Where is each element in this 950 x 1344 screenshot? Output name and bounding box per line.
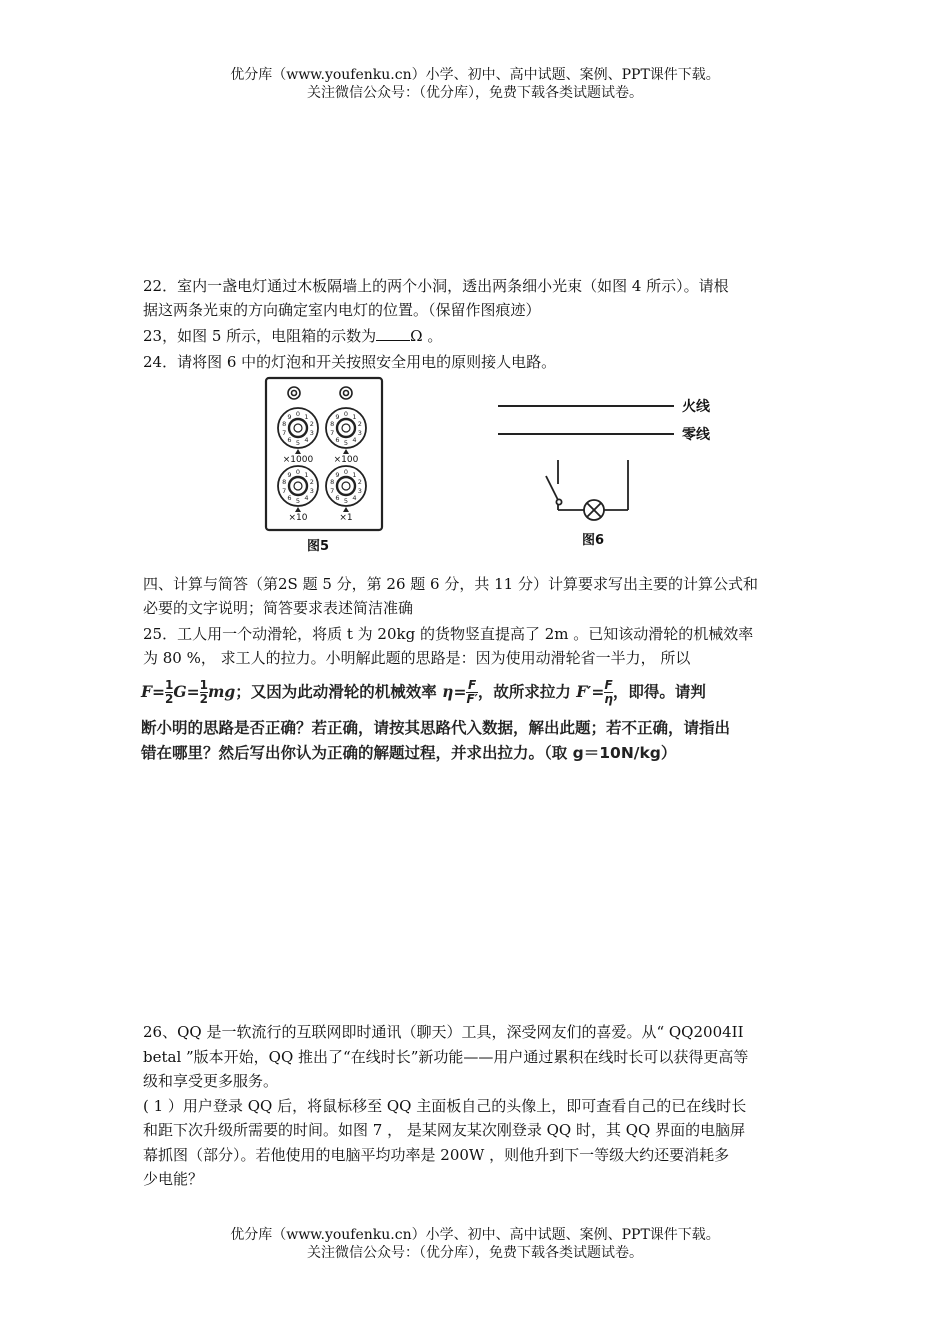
dial-digit: 9 — [287, 470, 292, 479]
q22-line-1: 22．室内一盏电灯通过木板隔墙上的两个小洞，透出两条细小光束（如图 4 所示）。请根 — [143, 277, 729, 295]
footer-line-2: 关注微信公众号：（优分库），免费下载各类试题试卷。 — [307, 1245, 643, 1261]
dial-digit: 2 — [309, 478, 314, 486]
dial-label-x1000: ×1000 — [282, 455, 314, 465]
switch-and-lamp-branch — [546, 460, 628, 520]
dial-digit: 6 — [287, 494, 292, 503]
q26-line-2: betal ”版本开始，QQ 推出了“在线时长”新功能——用户通过累积在线时长可以获得更高等 — [143, 1047, 749, 1066]
q23-prefix: 23，如图 5 所示，电阻箱的示数为 — [143, 327, 377, 345]
page-footer — [0, 1226, 950, 1262]
dial-digit: 6 — [335, 436, 340, 445]
q26-line-6: 幕抓图（部分）。若他使用的电脑平均功率是 200W ，则他升到下一等级大约还要消耗多 — [143, 1145, 730, 1164]
dial-digit: 5 — [343, 439, 349, 447]
question-25 — [143, 622, 818, 670]
q25-line-2: 为 80 %， 求工人的拉力。小明解此题的思路是：因为使用动滑轮省一半力， 所以 — [143, 649, 691, 667]
question-26 — [143, 1020, 818, 1192]
dial-digit: 5 — [295, 439, 301, 447]
dial-label-x1: ×1 — [339, 513, 353, 523]
dial-digit: 7 — [282, 429, 287, 437]
figure-6-circuit — [492, 390, 732, 556]
q24-text: 24．请将图 6 中的灯泡和开关按照安全用电的原则接人电路。 — [143, 353, 557, 371]
dial-digit: 2 — [357, 478, 362, 486]
dial-digit: 1 — [304, 470, 309, 479]
q25-line-4: 断小明的思路是否正确？若正确，请按其思路代入数据，解出此题；若不正确，请指出 — [141, 719, 731, 737]
q25-formula-end: ，即得。请判 — [612, 683, 706, 701]
dial-digit: 4 — [304, 494, 309, 503]
dial-digit: 5 — [343, 497, 349, 505]
figure-6-caption: 图6 — [581, 533, 605, 548]
dial-digit: 8 — [330, 420, 335, 428]
q22-line-2: 据这两条光束的方向确定室内电灯的位置。（保留作图痕迹） — [143, 301, 541, 319]
header-line-1: 优分库（www.youfenku.cn）小学、初中、高中试题、案例、PPT课件下载。 — [230, 67, 720, 83]
dial-label-x10: ×10 — [288, 513, 308, 523]
section-4-heading — [143, 572, 818, 620]
figure-5-caption: 图5 — [306, 539, 330, 554]
switch-contact — [556, 499, 561, 504]
dial-digit: 1 — [304, 412, 309, 421]
q26-line-1: 26、QQ 是一软流行的互联网即时通讯（聊天）工具，深受网友们的喜爱。从“ QQ2004II — [143, 1023, 744, 1041]
neutral-wire-label: 零线 — [682, 427, 710, 443]
q25-formula-mid: ；又因为此动滑轮的机械效率 — [235, 683, 437, 701]
dial-digit: 6 — [335, 494, 340, 503]
q25-formula-line: F= $\frac{1}{2}$ G= $\frac{1}{2}$ mg；又因为此动滑轮的机械效率 η= $\frac{F}{F'}$ ，故所求拉力 F′= $\frac{F}{\eta}$ ，即得。请判 — [141, 678, 706, 706]
dial-digit: 9 — [287, 412, 292, 421]
q25-bold-lines — [141, 716, 821, 766]
dial-digit: 1 — [352, 470, 357, 479]
q25-line-1: 25．工人用一个动滑轮，将质 t 为 20kg 的货物竖直提高了 2m 。已知该动滑轮的机械效率 — [143, 625, 754, 643]
dial-digit: 3 — [357, 429, 362, 437]
resistance-box-panel — [266, 378, 382, 530]
question-24 — [143, 350, 818, 374]
dial-digit: 0 — [295, 468, 301, 476]
dial-digit: 3 — [309, 429, 314, 437]
dial-digit: 8 — [330, 478, 335, 486]
dial-digit: 9 — [335, 412, 340, 421]
answer-blank — [376, 326, 410, 341]
dial-digit: 6 — [287, 436, 292, 445]
dial-digit: 7 — [330, 429, 335, 437]
dial-digit: 7 — [330, 487, 335, 495]
dial-digit: 2 — [357, 420, 362, 428]
section4-line-2: 必要的文字说明；简答要求表述简洁准确 — [143, 599, 414, 617]
section4-line-1: 四、计算与简答（第2S 题 5 分，第 26 题 6 分，共 11 分）计算要求写出主要的计算公式和 — [143, 575, 758, 593]
switch-blade — [546, 476, 558, 500]
dial-digit: 4 — [304, 436, 309, 445]
dial-digit: 9 — [335, 470, 340, 479]
q25-line-5: 错在哪里？然后写出你认为正确的解题过程，并求出拉力。（取 g＝10N/kg） — [141, 744, 677, 762]
dial-digit: 8 — [282, 478, 287, 486]
page-header — [0, 66, 950, 102]
q23-suffix: Ω 。 — [410, 327, 443, 345]
dial-digit: 7 — [282, 487, 287, 495]
dial-digit: 4 — [352, 436, 357, 445]
question-23 — [143, 324, 818, 348]
q26-line-5: 和距下次升级所需要的时间。如图 7 ， 是某网友某次刚登录 QQ 时，其 QQ 界面的电脑屏 — [143, 1121, 746, 1139]
dial-digit: 3 — [309, 487, 314, 495]
dial-digit: 4 — [352, 494, 357, 503]
q26-line-7: 少电能？ — [143, 1170, 204, 1188]
figure-5-resistance-box — [262, 376, 388, 556]
live-wire-label: 火线 — [682, 399, 710, 415]
dial-digit: 1 — [352, 412, 357, 421]
footer-line-1: 优分库（www.youfenku.cn）小学、初中、高中试题、案例、PPT课件下载。 — [230, 1227, 720, 1243]
header-line-2: 关注微信公众号：（优分库），免费下载各类试题试卷。 — [307, 85, 643, 101]
question-22 — [143, 274, 818, 322]
dial-digit: 0 — [343, 410, 349, 418]
dial-digit: 3 — [357, 487, 362, 495]
dial-digit: 5 — [295, 497, 301, 505]
dial-label-x100: ×100 — [333, 455, 359, 465]
q25-formula-mid2: ，故所求拉力 — [477, 683, 571, 701]
dial-digit: 0 — [343, 468, 349, 476]
dial-digit: 2 — [309, 420, 314, 428]
dial-digit: 0 — [295, 410, 301, 418]
q26-line-3: 级和享受更多服务。 — [143, 1072, 279, 1090]
dial-digit: 8 — [282, 420, 287, 428]
q26-line-4: ( 1 ）用户登录 QQ 后，将鼠标移至 QQ 主面板自己的头像上，即可查看自己的已在线时长 — [143, 1096, 747, 1115]
